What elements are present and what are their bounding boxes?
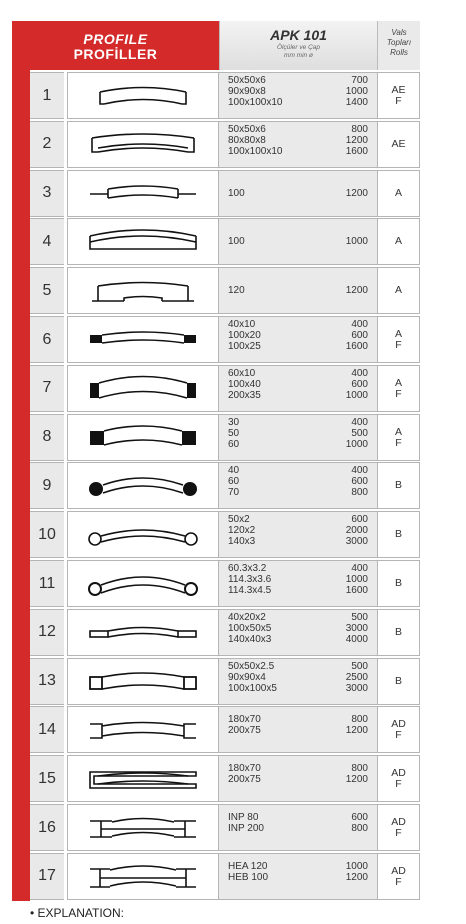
red-side-bar (12, 21, 30, 901)
rolls-cell (377, 267, 420, 314)
roll-code: F (395, 778, 402, 791)
profile-dimension: 140x40x3 (228, 633, 272, 645)
min-diameter: 500 (351, 660, 368, 672)
tee-flange-icon (67, 170, 219, 217)
table-row (30, 72, 420, 119)
profile-dimension: HEB 100 (228, 871, 269, 883)
min-diameter: 600 (351, 812, 368, 823)
roll-code: A (394, 425, 402, 438)
spec-cell (219, 72, 377, 119)
i-beam-icon (67, 804, 219, 851)
rolls-cell (377, 462, 420, 509)
min-diameter: 3000 (345, 536, 368, 548)
min-diameter: 400 (351, 563, 368, 574)
explanation-note: • EXPLANATION: (30, 906, 125, 920)
roll-code: F (395, 436, 402, 449)
row-number: 12 (30, 609, 64, 656)
table-row (30, 121, 420, 168)
tee-icon (67, 267, 219, 314)
table-row (30, 462, 420, 509)
table-row (30, 267, 420, 314)
min-diameter: 600 (351, 330, 368, 341)
min-diameter: 3000 (345, 622, 368, 634)
min-diameter: 2000 (345, 525, 368, 537)
row-number: 2 (30, 121, 64, 168)
rolls-cell (377, 804, 420, 851)
roll-code: A (394, 186, 402, 199)
rolls-header-1: Vals (391, 28, 407, 37)
min-diameter: 800 (351, 487, 368, 499)
rolls-cell (377, 609, 420, 656)
spec-cell (219, 365, 377, 412)
angle-in-icon (67, 121, 219, 168)
roll-code: B (394, 577, 402, 589)
min-diameter: 1200 (345, 187, 368, 199)
row-number: 9 (30, 462, 64, 509)
profile-dimension: 100 (228, 187, 245, 199)
spec-cell (219, 462, 377, 509)
min-diameter: 400 (351, 465, 368, 477)
profile-dimension: 40 (228, 465, 240, 477)
model-subtitle-1: Ölçüler ve Çap (277, 44, 320, 51)
roll-code: A (394, 328, 402, 340)
rolls-cell (377, 853, 420, 900)
rolls-cell (377, 121, 420, 168)
rolls-cell (377, 755, 420, 802)
min-diameter: 2500 (345, 671, 368, 683)
min-diameter: 800 (351, 123, 368, 135)
profile-dimension: 114.3x4.5 (228, 585, 272, 596)
square-bar-icon (67, 414, 219, 461)
profile-dimension: 90x90x8 (228, 86, 266, 97)
profile-capacity-table (12, 21, 420, 901)
profile-dimension: INP 80 (228, 812, 259, 823)
spec-cell (219, 755, 377, 802)
profile-dimension: 100x50x5 (228, 622, 272, 634)
row-number: 16 (30, 804, 64, 851)
min-diameter: 1200 (345, 134, 368, 146)
model-name: APK 101 (270, 27, 327, 43)
rolls-cell (377, 414, 420, 461)
round-bar-icon (67, 462, 219, 509)
profile-dimension: 180x70 (228, 763, 261, 775)
profile-dimension: 140x3 (228, 536, 256, 548)
tee-web-icon (67, 218, 219, 265)
roll-code: AD (391, 864, 406, 877)
roll-code: F (395, 827, 402, 839)
profile-header-en: PROFILE (83, 31, 148, 47)
min-diameter: 1000 (345, 236, 368, 248)
table-row (30, 511, 420, 558)
row-number: 4 (30, 218, 64, 265)
row-number: 13 (30, 658, 64, 705)
roll-code: F (395, 875, 402, 888)
min-diameter: 1600 (345, 341, 368, 352)
roll-code: F (395, 339, 402, 351)
roll-code: AD (391, 718, 406, 731)
spec-cell (219, 560, 377, 607)
model-header (219, 21, 377, 70)
min-diameter: 600 (351, 476, 368, 488)
profile-dimension: 100x40 (228, 378, 261, 390)
row-number: 10 (30, 511, 64, 558)
roll-code: A (394, 235, 402, 248)
profile-dimension: 50x50x6 (228, 75, 266, 86)
roll-code: F (395, 729, 402, 742)
min-diameter: 400 (351, 319, 368, 330)
profile-dimension: 114.3x3.6 (228, 574, 272, 585)
row-number: 7 (30, 365, 64, 412)
rolls-header-2: Topları (386, 38, 412, 47)
min-diameter: 1200 (345, 871, 368, 883)
min-diameter: 1600 (345, 585, 368, 596)
row-number: 1 (30, 72, 64, 119)
roll-code: AE (391, 137, 406, 150)
min-diameter: 1200 (345, 725, 368, 737)
rolls-header-3: Rolls (390, 48, 408, 57)
profile-dimension: 60x10 (228, 367, 256, 379)
row-number: 3 (30, 170, 64, 217)
min-diameter: 1000 (345, 574, 368, 585)
profile-dimension: 50x50x2.5 (228, 660, 275, 672)
min-diameter: 400 (351, 367, 368, 379)
profile-dimension: 50x2 (228, 514, 250, 526)
profile-dimension: 80x80x8 (228, 134, 266, 146)
roll-code: A (394, 284, 402, 297)
roll-code: B (394, 625, 402, 638)
profile-dimension: 100x25 (228, 341, 261, 352)
table-row (30, 853, 420, 900)
profile-dimension: 180x70 (228, 714, 261, 726)
spec-cell (219, 706, 377, 753)
profile-dimension: 50x50x6 (228, 123, 266, 135)
h-beam-icon (67, 853, 219, 900)
spec-cell (219, 414, 377, 461)
profile-dimension: 70 (228, 487, 240, 499)
spec-cell (219, 121, 377, 168)
spec-cell (219, 609, 377, 656)
min-diameter: 800 (351, 714, 368, 726)
row-number: 17 (30, 853, 64, 900)
pipe-thick-icon (67, 560, 219, 607)
table-row (30, 560, 420, 607)
min-diameter: 500 (351, 611, 368, 623)
min-diameter: 1000 (345, 86, 368, 97)
min-diameter: 600 (351, 514, 368, 526)
profile-dimension: INP 200 (228, 823, 264, 834)
profile-dimension: 90x90x4 (228, 671, 266, 683)
profile-dimension: 100x100x10 (228, 145, 283, 157)
table-row (30, 218, 420, 265)
spec-cell (219, 658, 377, 705)
profile-dimension: 100x20 (228, 330, 261, 341)
spec-cell (219, 853, 377, 900)
min-diameter: 1200 (345, 774, 368, 786)
rect-tube-flat-icon (67, 609, 219, 656)
profile-dimension: 100 (228, 236, 245, 248)
min-diameter: 1000 (345, 389, 368, 401)
rolls-cell (377, 706, 420, 753)
rolls-header (377, 21, 420, 70)
min-diameter: 800 (351, 763, 368, 775)
spec-cell (219, 804, 377, 851)
profile-dimension: 100x100x5 (228, 682, 277, 694)
spec-cell (219, 511, 377, 558)
table-row (30, 658, 420, 705)
min-diameter: 1000 (345, 438, 368, 450)
profile-dimension: 30 (228, 416, 240, 428)
table-row (30, 316, 420, 363)
min-diameter: 1000 (345, 860, 368, 872)
roll-code: A (394, 376, 402, 389)
profile-dimension: 120x2 (228, 525, 256, 537)
row-number: 11 (30, 560, 64, 607)
table-row (30, 609, 420, 656)
flat-bar-hard-icon (67, 365, 219, 412)
min-diameter: 800 (351, 823, 368, 834)
channel-in-icon (67, 755, 219, 802)
rolls-cell (377, 170, 420, 217)
rolls-cell (377, 511, 420, 558)
row-number: 14 (30, 706, 64, 753)
rolls-cell (377, 72, 420, 119)
roll-code: AD (391, 816, 406, 828)
table-row (30, 170, 420, 217)
rolls-cell (377, 218, 420, 265)
roll-code: B (394, 479, 402, 492)
angle-out-icon (67, 72, 219, 119)
row-number: 15 (30, 755, 64, 802)
profile-dimension: HEA 120 (228, 860, 268, 872)
profile-dimension: 200x75 (228, 725, 261, 737)
table-row (30, 365, 420, 412)
row-number: 6 (30, 316, 64, 363)
profile-dimension: 60.3x3.2 (228, 563, 267, 574)
rolls-cell (377, 560, 420, 607)
min-diameter: 1200 (345, 285, 368, 297)
min-diameter: 600 (351, 378, 368, 390)
table-row (30, 804, 420, 851)
pipe-icon (67, 511, 219, 558)
min-diameter: 500 (351, 427, 368, 439)
rolls-cell (377, 365, 420, 412)
channel-out-icon (67, 706, 219, 753)
roll-code: AE (391, 84, 406, 96)
min-diameter: 700 (351, 75, 368, 86)
profile-dimension: 50 (228, 427, 240, 439)
min-diameter: 400 (351, 416, 368, 428)
profile-dimension: 100x100x10 (228, 97, 283, 108)
min-diameter: 1400 (345, 97, 368, 108)
row-number: 8 (30, 414, 64, 461)
profile-header (12, 21, 219, 70)
spec-cell (219, 170, 377, 217)
profile-dimension: 40x20x2 (228, 611, 266, 623)
roll-code: B (394, 528, 402, 541)
min-diameter: 1600 (345, 145, 368, 157)
square-tube-icon (67, 658, 219, 705)
table-row (30, 706, 420, 753)
profile-dimension: 120 (228, 285, 245, 297)
profile-header-tr: PROFİLLER (73, 46, 158, 62)
profile-dimension: 60 (228, 476, 240, 488)
spec-cell (219, 218, 377, 265)
rolls-cell (377, 658, 420, 705)
spec-cell (219, 267, 377, 314)
profile-dimension: 200x75 (228, 774, 261, 786)
profile-dimension: 60 (228, 438, 240, 450)
profile-dimension: 40x10 (228, 319, 256, 330)
roll-code: F (395, 95, 402, 107)
min-diameter: 3000 (345, 682, 368, 694)
rolls-cell (377, 316, 420, 363)
table-row (30, 414, 420, 461)
roll-code: B (394, 674, 402, 687)
table-row (30, 755, 420, 802)
roll-code: F (395, 387, 402, 400)
roll-code: AD (391, 767, 406, 780)
row-number: 5 (30, 267, 64, 314)
min-diameter: 4000 (345, 633, 368, 645)
flat-bar-easy-icon (67, 316, 219, 363)
profile-dimension: 200x35 (228, 389, 261, 401)
spec-cell (219, 316, 377, 363)
model-subtitle-2: mm min ø (284, 52, 313, 59)
